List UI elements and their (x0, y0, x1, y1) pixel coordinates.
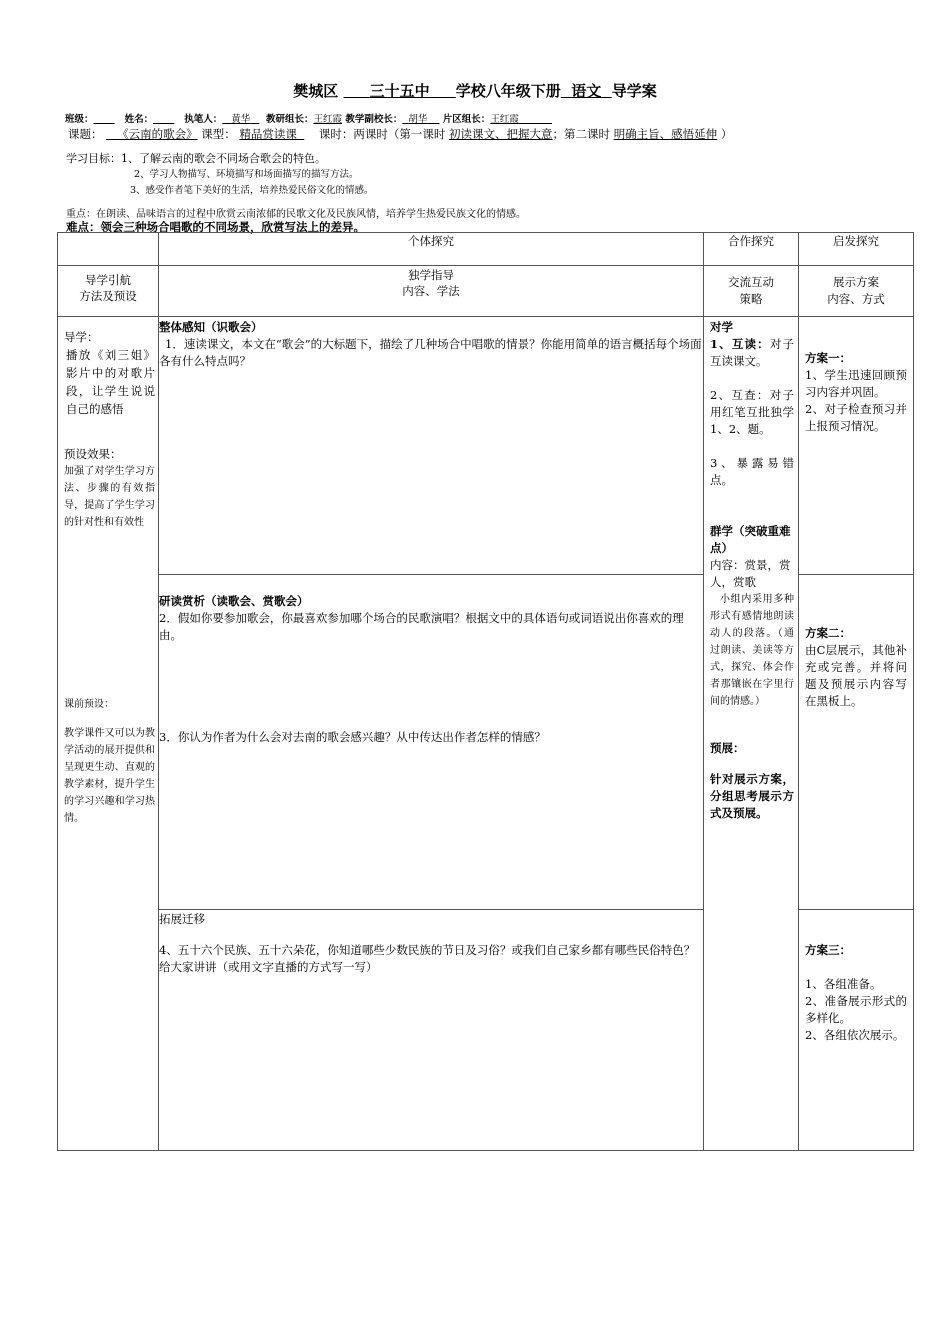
key-point: 重点：在朗读、品味语言的过程中欣赏云南浓郁的民歌文化及民族风情，培养学生热爱民族文化的情感。 (66, 209, 526, 220)
coop-column (704, 317, 799, 1151)
section1-title: 整体感知（识歌会） (159, 320, 263, 334)
plan-3-title: 方案三： (805, 943, 851, 957)
plan-1-item-2: 2、对子检查预习并上报预习情况。 (805, 402, 907, 433)
area-head: 王红霞 (490, 114, 519, 125)
doc-type: 导学案 (611, 82, 657, 100)
plan-1-item-1: 1、学生迅速回顾预习内容并巩固。 (805, 368, 907, 399)
subject: 语文 (571, 82, 602, 100)
preview-title: 预展： (710, 741, 745, 755)
plan-3-item-1: 1、各组准备。 (805, 977, 882, 991)
group-title: 群学（突破重难点） (710, 524, 791, 555)
header-blank (58, 233, 159, 266)
plan-1-title: 方案一： (805, 351, 851, 365)
header-inspire: 启发探究 (799, 233, 914, 266)
goal-3: 3、感受作者笔下美好的生活，培养热爱民俗文化的情感。 (130, 185, 374, 196)
class-label: 班级： (65, 114, 94, 125)
guide-table (57, 232, 914, 1151)
section-perception (159, 317, 704, 575)
section3-title: 拓展迁移 (159, 912, 205, 926)
research-head-label: 教研组长： (265, 114, 314, 125)
hours-label: 课时：两课时（第一课时 (318, 127, 446, 141)
plan-3-item-3: 2、各组依次展示。 (805, 1028, 905, 1042)
type-label: 课型： (201, 127, 236, 141)
learning-goals (66, 151, 374, 199)
vice-principal: 胡华 (408, 114, 428, 125)
question-1: 1．速读课文，本文在“歌会”的大标题下，描绘了几种场合中唱歌的情景？你能用简单的语言概括每个场面各有什么特点吗？ (159, 337, 702, 368)
subheader-coop: 交流互动 策略 (704, 266, 799, 317)
preview-text: 针对展示方案，分组思考展示方式及预展。 (710, 772, 794, 820)
section-extension (159, 910, 704, 1151)
difficulty: 难点：领会三种场合唱歌的不同场景，欣赏写法上的差异。 (66, 220, 365, 234)
author: 黄华 (231, 114, 251, 125)
grade-text: 学校八年级下册 (455, 82, 561, 100)
plan-3-cell (799, 910, 914, 1151)
pair-1: 1、互读：对子互读课文。 (710, 337, 794, 368)
goal-1: 学习目标：1、了解云南的歌会不同场合歌会的特色。 (66, 152, 326, 165)
header-individual: 个体探究 (159, 233, 704, 266)
plan-2-text: 由C层展示，其他补充或完善。并将问题及预展示内容写在黑板上。 (805, 643, 907, 708)
hour1: 初读课文、把握大意 (449, 127, 553, 141)
header-coop: 合作探究 (704, 233, 799, 266)
plan-2-title: 方案二： (805, 626, 851, 640)
pair-2: 2、互查：对子用红笔互批独学1、2、题。 (710, 388, 794, 436)
plan-3-item-2: 2、准备展示形式的多样化。 (805, 994, 907, 1025)
goal-2: 2、学习人物描写、环境描写和场面描写的描写方法。 (134, 169, 359, 180)
course-type: 精品赏读课 (239, 127, 297, 141)
course-close: ） (720, 127, 733, 141)
group-content: 内容：赏景，赏人，赏歌 (710, 558, 791, 589)
area-head-label: 片区组长： (442, 114, 491, 125)
name-label: 姓名： (124, 114, 154, 125)
question-2: 2．假如你要参加歌会，你最喜欢参加哪个场合的民歌演唱？根据文中的具体语句或词语说出你喜欢的理由。 (159, 611, 684, 642)
section2-title: 研读赏析（读歌会、赏歌会） (159, 594, 309, 608)
course-line (68, 126, 732, 142)
school-name: 三十五中 (369, 82, 430, 100)
left-guide-column (58, 317, 159, 1151)
pair-title: 对学 (710, 320, 733, 334)
research-head: 王红霞 (313, 114, 342, 125)
pre-title: 课前预设： (64, 699, 114, 710)
vice-principal-label: 教学副校长： (345, 114, 403, 125)
group-text: 小组内采用多种形式有感情地朗读动人的段落。（通过朗读、美读等方式，探究、体会作者那镶嵌在字里行间的情感。） (710, 594, 794, 707)
subheader-inspire: 展示方案 内容、方式 (799, 266, 914, 317)
effect-text: 加强了对学生学习方法、步骤的有效指导，提高了学生学习的针对性和有效性 (64, 466, 155, 528)
effect-title: 预设效果： (64, 447, 122, 461)
plan-2-cell (799, 575, 914, 910)
question-3: 3．你认为作者为什么会对去南的歌会感兴趣？从中传达出作者怎样的情感？ (159, 730, 546, 744)
section-analysis (159, 575, 704, 910)
guide-title: 导学： (64, 330, 99, 344)
district: 樊城区 (293, 82, 339, 100)
plan-1-cell (799, 317, 914, 575)
guide-text: 播放《刘三姐》影片中的对歌片段，让学生说说自己的感悟 (66, 348, 155, 416)
pair-3: 3、暴露易错点。 (710, 456, 794, 487)
document-title (0, 80, 950, 101)
subheader-self: 独学指导 内容、学法 (159, 266, 704, 317)
question-4: 4、五十六个民族、五十六朵花，你知道哪些少数民族的节日及习俗？或我们自己家乡都有哪些民俗特色？给大家讲讲（或用文字直播的方式写一写） (159, 943, 696, 974)
subheader-guide: 导学引航 方法及预设 (58, 266, 159, 317)
topic: 《云南的歌会》 (117, 127, 198, 141)
hour2-label: ；第二课时 (552, 127, 611, 141)
author-label: 执笔人： (184, 114, 223, 125)
pre-text: 教学课件又可以为教学活动的展开提供和呈现更生动、直观的教学素材，提升学生的学习兴趣和学习热情。 (64, 728, 155, 824)
meta-line (65, 111, 552, 125)
hour2: 明确主旨、感悟延伸 (613, 127, 718, 141)
topic-label: 课题： (68, 127, 103, 141)
